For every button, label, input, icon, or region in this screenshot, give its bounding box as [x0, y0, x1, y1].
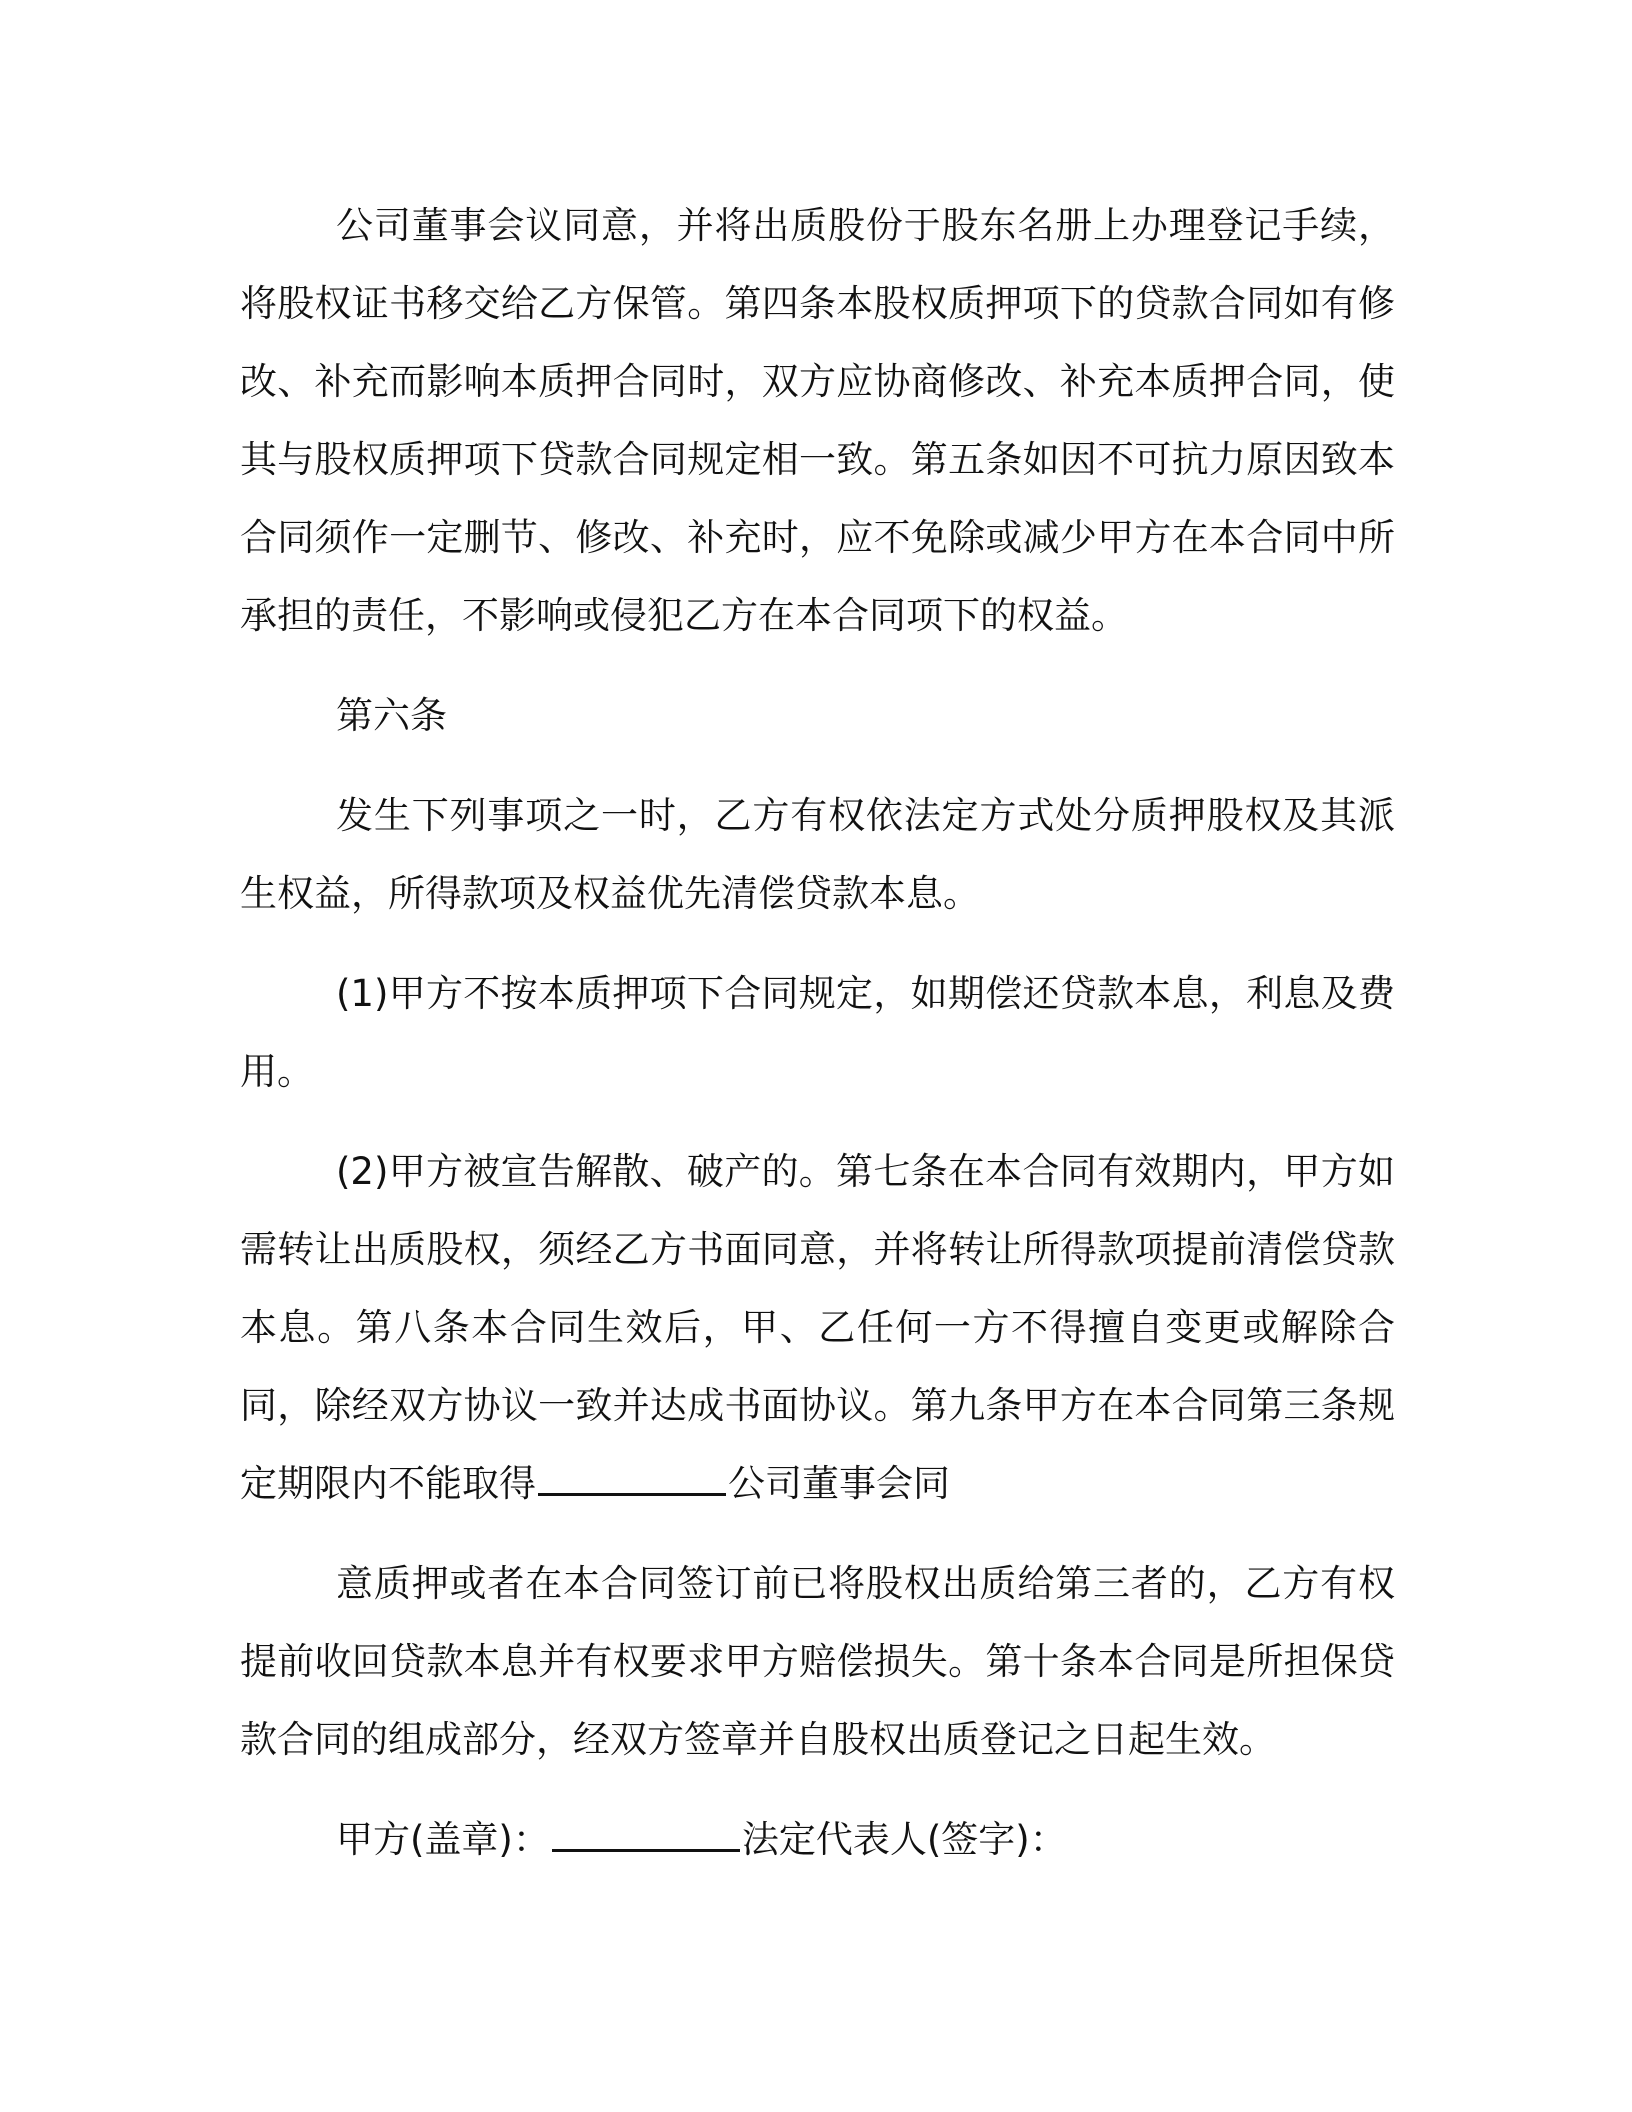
party-a-seal-blank — [552, 1809, 740, 1852]
article-six-heading: 第六条 — [336, 694, 447, 737]
paragraph-disposal-rights: 发生下列事项之一时，乙方有权依法定方式处分质押股权及其派生权益，所得款项及权益优先清偿贷款本息。 — [240, 794, 1395, 915]
company-name-blank — [538, 1453, 726, 1496]
signature-line — [240, 1801, 1395, 1879]
paragraph-item-2-text: (2)甲方被宣告解散、破产的。第七条在本合同有效期内，甲方如需转让出质股权，须经乙方书面同意，并将转让所得款项提前清偿贷款本息。第八条本合同生效后，甲、乙任何一方不得擅自变更或解除合同，除经双方协议一致并达成书面协议。第九条甲方在本合同第三条规定期限内不能取得 — [240, 1150, 1395, 1505]
party-a-seal-label: 甲方(盖章)： — [336, 1818, 550, 1861]
paragraph-item-1: (1)甲方不按本质押项下合同规定，如期偿还贷款本息，利息及费用。 — [240, 972, 1395, 1093]
paragraph-article-ten: 意质押或者在本合同签订前已将股权出质给第三者的，乙方有权提前收回贷款本息并有权要求甲方赔偿损失。第十条本合同是所担保贷款合同的组成部分，经双方签章并自股权出质登记之日起生效。 — [240, 1562, 1395, 1761]
paragraph-item-2 — [240, 1133, 1395, 1523]
document-body — [240, 187, 1395, 1879]
paragraph-item-2-tail: 公司董事会同 — [728, 1462, 950, 1505]
legal-representative-label: 法定代表人(签字)： — [741, 1818, 1067, 1861]
paragraph-board-consent: 公司董事会议同意，并将出质股份于股东名册上办理登记手续，将股权证书移交给乙方保管。第四条本股权质押项下的贷款合同如有修改、补充而影响本质押合同时，双方应协商修改、补充本质押合同，使其与股权质押项下贷款合同规定相一致。第五条如因不可抗力原因致本合同须作一定删节、修改、补充时，应不免除或减少甲方在本合同中所承担的责任，不影响或侵犯乙方在本合同项下的权益。 — [240, 204, 1395, 637]
